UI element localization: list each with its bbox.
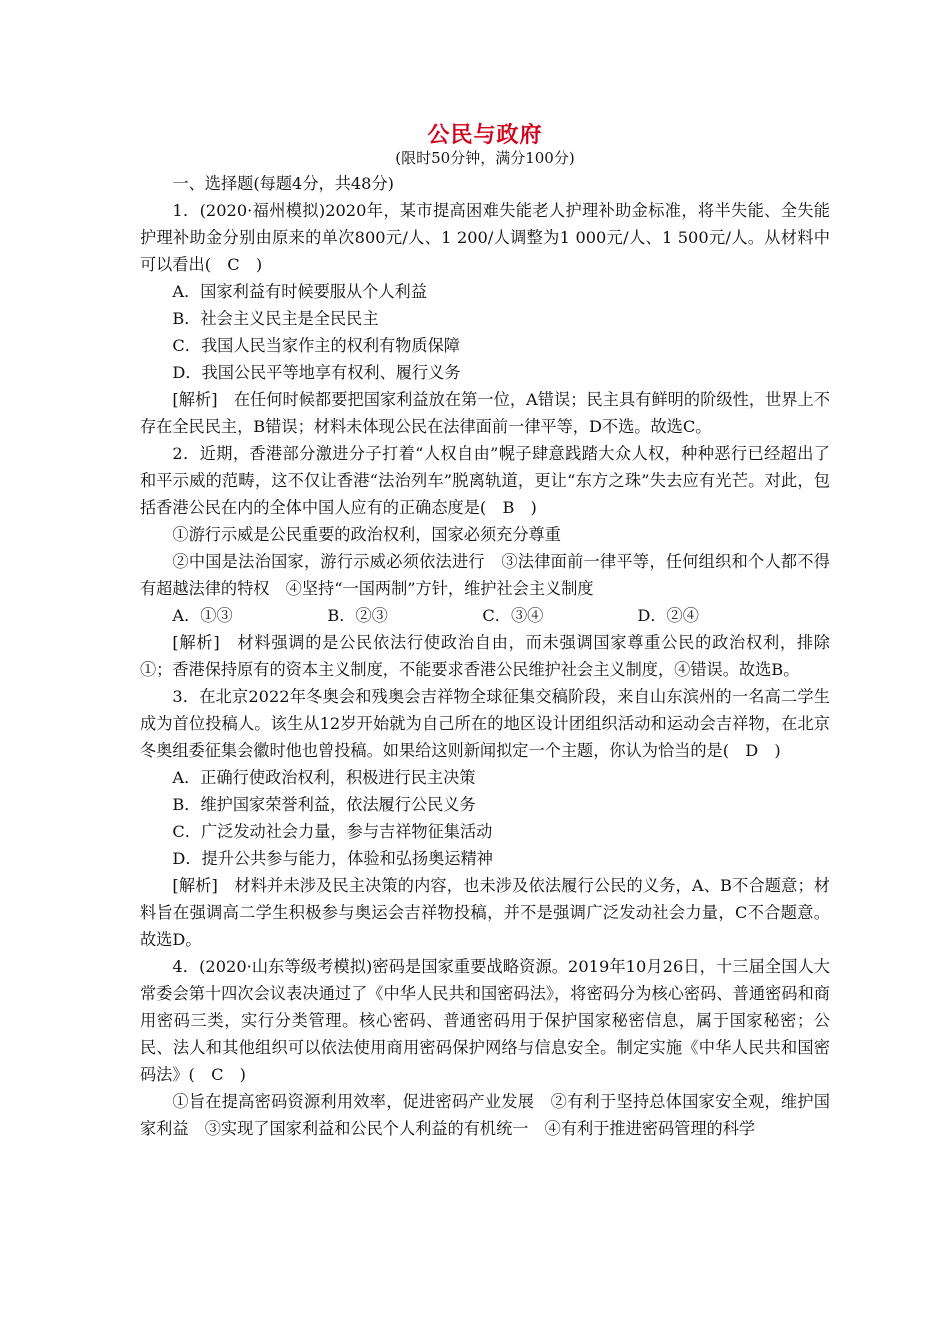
option-b: B．维护国家荣誉利益，依法履行公民义务 <box>172 795 476 814</box>
option-b: B．②③ <box>327 606 388 625</box>
option-a: A．正确行使政治权利，积极进行民主决策 <box>172 768 476 787</box>
question-4 <box>140 953 830 1142</box>
analysis: [解析] 在任何时候都要把国家利益放在第一位，A错误；民主具有鲜明的阶级性，世界上不存在全民民主，B错误；材料未体现公民在法律面前一律平等，D不选。故选C。 <box>140 390 830 436</box>
document-page <box>140 122 830 1142</box>
question-stem: 4．(2020·山东等级考模拟)密码是国家重要战略资源。2019年10月26日，十三届全国人大常委会第十四次会议表决通过了《中华人民共和国密码法》，将密码分为核心密码、普通密码和商用密码三类，实行分类管理。核心密码、普通密码用于保护国家秘密信息，属于国家秘密；公民、法人和其他组织可以依法使用商用密码保护网络与信息安全。制定实施《中华人民共和国密码法》( C ) <box>140 957 830 1084</box>
option-c: C．③④ <box>482 606 544 625</box>
option-d: D．我国公民平等地享有权利、履行义务 <box>172 363 461 382</box>
question-1 <box>140 197 830 440</box>
statement: ①旨在提高密码资源利用效率，促进密码产业发展 ②有利于坚持总体国家安全观，维护国家利益 ③实现了国家利益和公民个人利益的有机统一 ④有利于推进密码管理的科学 <box>140 1092 830 1138</box>
question-stem: 1．(2020·福州模拟)2020年，某市提高困难失能老人护理补助金标准，将半失能、全失能护理补助金分别由原来的单次800元/人、1 200/人调整为1 000元/人、1 500元/人。从材料中可以看出( C ) <box>140 201 830 274</box>
option-a: A．①③ <box>172 606 233 625</box>
option-d: D．提升公共参与能力，体验和弘扬奥运精神 <box>172 849 493 868</box>
analysis: [解析] 材料强调的是公民依法行使政治自由，而未强调国家尊重公民的政治权利，排除①；香港保持原有的资本主义制度，不能要求香港公民维护社会主义制度，④错误。故选B。 <box>140 633 830 679</box>
question-3 <box>140 683 830 953</box>
options-row <box>140 602 830 629</box>
statement: ①游行示威是公民重要的政治权利，国家必须充分尊重 <box>172 525 561 544</box>
option-a: A．国家利益有时候要服从个人利益 <box>172 282 427 301</box>
section-heading: 一、选择题(每题4分，共48分) <box>172 174 394 193</box>
analysis: [解析] 材料并未涉及民主决策的内容，也未涉及依法履行公民的义务，A、B不合题意；材料旨在强调高二学生积极参与奥运会吉祥物投稿，并不是强调广泛发动社会力量，C不合题意。故选D。 <box>140 876 830 949</box>
option-b: B．社会主义民主是全民民主 <box>172 309 379 328</box>
page-title: 公民与政府 <box>427 122 543 148</box>
question-stem: 3．在北京2022年冬奥会和残奥会吉祥物全球征集交稿阶段，来自山东滨州的一名高二学生成为首位投稿人。该生从12岁开始就为自己所在的地区设计团组织活动和运动会吉祥物，在北京冬奥组委征集会徽时他也曾投稿。如果给这则新闻拟定一个主题，你认为恰当的是( D ) <box>140 687 830 760</box>
question-stem: 2．近期，香港部分激进分子打着“人权自由”幌子肆意践踏大众人权，种种恶行已经超出了和平示威的范畴，这不仅让香港“法治列车”脱离轨道，更让“东方之珠”失去应有光芒。对此，包括香港公民在内的全体中国人应有的正确态度是( B ) <box>140 444 830 517</box>
statement: ②中国是法治国家，游行示威必须依法进行 ③法律面前一律平等，任何组织和个人都不得有超越法律的特权 ④坚持“一国两制”方针，维护社会主义制度 <box>140 552 830 598</box>
option-d: D．②④ <box>637 606 699 625</box>
option-c: C．广泛发动社会力量，参与吉祥物征集活动 <box>172 822 493 841</box>
page-subtitle: (限时50分钟，满分100分) <box>395 149 575 167</box>
question-2 <box>140 440 830 683</box>
option-c: C．我国人民当家作主的权利有物质保障 <box>172 336 460 355</box>
